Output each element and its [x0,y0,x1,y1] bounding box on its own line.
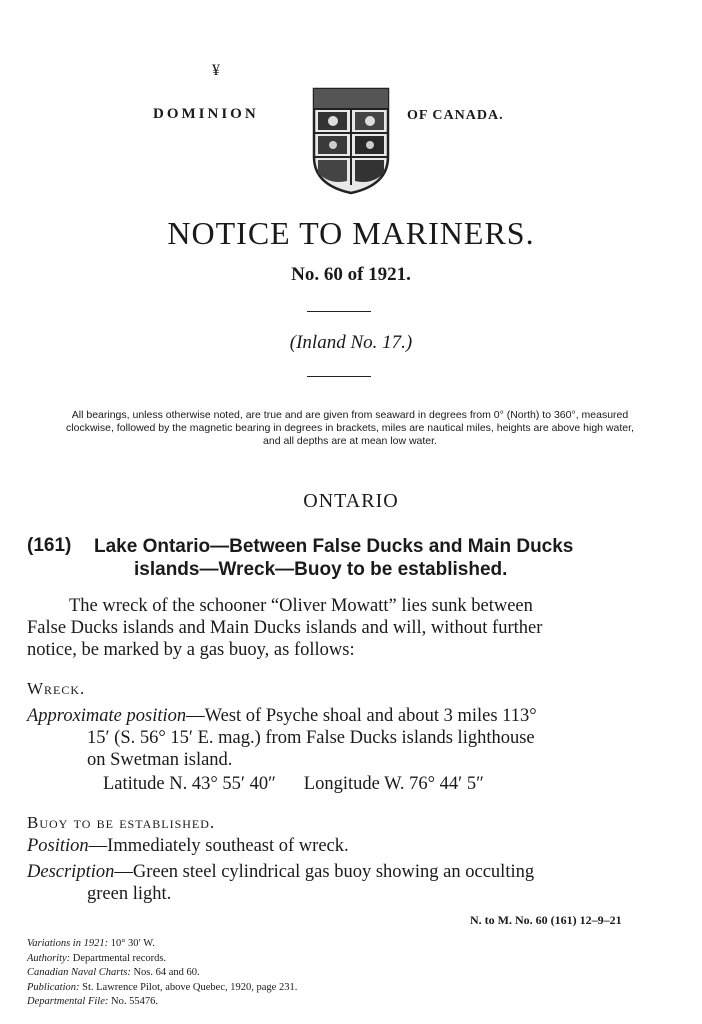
canada-coat-of-arms-icon [310,85,392,197]
top-mark: ¥ [212,62,220,79]
footer-key: Publication: [27,981,80,993]
wreck-heading: Wreck. [27,679,86,698]
footer-value: Nos. 64 and 60. [130,967,200,978]
footer-key: Canadian Naval Charts: [27,967,131,978]
buoy-position [27,835,667,857]
position-text: on Swetman island. [87,750,233,770]
longitude: Longitude W. 76° 44′ 5″ [303,774,484,794]
bearings-note: All bearings, unless otherwise noted, are true and are given from seaward in degrees from 0° (North) to 360°, measured clockwise, followed by the magnetic bearing in degrees in brackets, miles are nautical miles, heights are above high water, and all depths are at mean low water. [66,409,634,447]
item-title-line-1: Lake Ontario—Between False Ducks and Main Ducks [94,536,574,557]
intro-line: False Ducks islands and Main Ducks islands and will, without further [27,618,543,638]
page-title: NOTICE TO MARINERS. [167,215,535,251]
position-text: 15′ (S. 56° 15′ E. mag.) from False Ducks islands lighthouse [87,728,535,748]
footer-value: Departmental records. [70,952,167,964]
footer-value: St. Lawrence Pilot, above Quebec, 1920, page 231. [79,981,298,993]
position-label: Position [27,836,89,856]
footer-key: Variations in 1921: [27,938,109,949]
coordinates [103,774,484,795]
item-number: (161) [27,535,72,556]
footer-line [27,966,297,981]
footer-line [27,952,297,967]
notice-reference: N. to M. No. 60 (161) 12–9–21 [470,913,622,927]
divider [307,311,371,312]
inland-number: (Inland No. 17.) [289,332,413,353]
footer-value: 10° 30′ W. [108,938,155,949]
description-label: Description [27,862,115,882]
item-title-line-2: islands—Wreck—Buoy to be established. [134,559,508,580]
footer-line [27,995,297,1010]
item-title [94,535,674,581]
description-text: —Green steel cylindrical gas buoy showing an occulting [114,862,535,882]
footer-key: Authority: [27,952,71,964]
intro-line: notice, be marked by a gas buoy, as follows: [27,640,355,660]
intro-line: The wreck of the schooner “Oliver Mowatt” lies sunk between [69,596,533,616]
footer-value: No. 55476. [108,996,158,1007]
description-text: green light. [87,884,172,904]
buoy-description [27,861,667,905]
footer-notes [27,937,297,1010]
of-canada-label: OF CANADA. [407,108,504,123]
intro-paragraph [27,595,667,661]
latitude: Latitude N. 43° 55′ 40″ [103,774,276,794]
footer-line [27,937,297,952]
region-heading: ONTARIO [303,490,399,512]
divider [307,376,371,377]
wreck-position [27,705,667,771]
dominion-label: DOMINION [153,106,259,122]
notice-number: No. 60 of 1921. [291,264,411,285]
position-text: —Immediately southeast of wreck. [88,836,349,856]
position-label: Approximate position [27,706,187,726]
position-text: —West of Psyche shoal and about 3 miles 113° [186,706,537,726]
footer-key: Departmental File: [27,996,109,1007]
buoy-heading: Buoy to be established. [27,813,216,832]
footer-line [27,981,297,996]
